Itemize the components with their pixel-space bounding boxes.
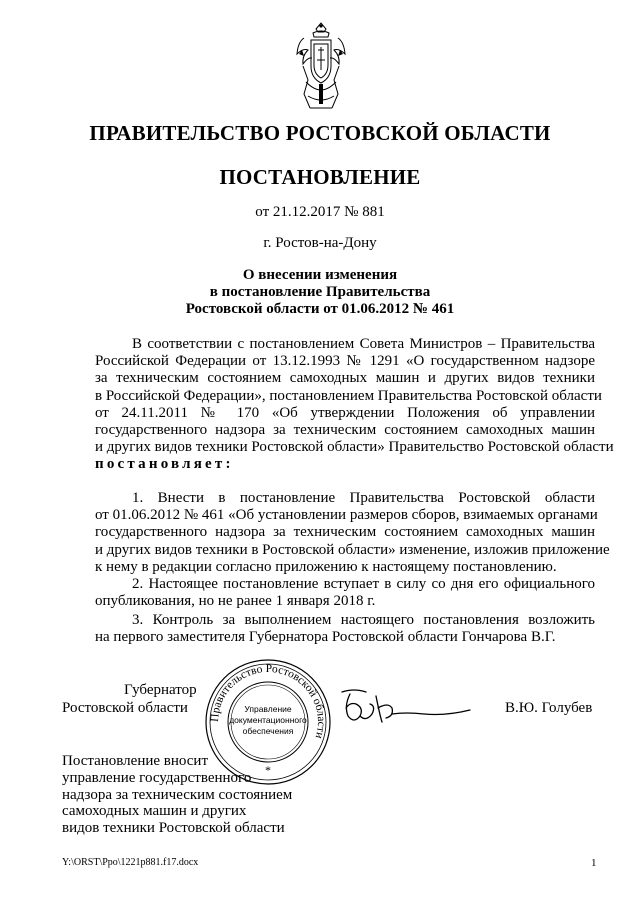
preamble-line: и других видов техники Ростовской области» Правительство Ростовской области (95, 439, 614, 456)
submitter-note-line: видов техники Ростовской области (62, 820, 285, 837)
submitter-note (62, 753, 292, 837)
preamble-line: от 24.11.2011 № 170 «Об утверждении Положения об управлении (95, 404, 595, 421)
document-type-title: ПОСТАНОВЛЕНИЕ (219, 165, 421, 189)
item-1-paragraph (95, 490, 610, 576)
item-1-line: государственного надзора за техническим состоянием самоходных машин (95, 524, 595, 541)
item-1-line: к нему в редакции согласно приложению к настоящему постановлению. (95, 558, 557, 575)
document-date-number: от 21.12.2017 № 881 (255, 204, 385, 220)
signer-name: В.Ю. Голубев (505, 700, 593, 716)
item-2-line: опубликования, но не ранее 1 января 2018 г. (95, 593, 376, 610)
seal-ring-text: Правительство Ростовской области (208, 662, 328, 740)
submitter-note-line: надзора за техническим состоянием (62, 786, 293, 803)
subject-line-3: Ростовской области от 01.06.2012 № 461 (185, 301, 455, 317)
submitter-note-line: самоходных машин и других (62, 803, 247, 820)
item-1-line: от 01.06.2012 № 461 «Об установлении размеров сборов, взимаемых органами (95, 507, 598, 524)
item-3-paragraph (95, 612, 595, 646)
signer-title-line-1: Губернатор (124, 682, 197, 698)
item-1-line: 1. Внести в постановление Правительства Ростовской области (132, 490, 595, 506)
item-3-line: на первого заместителя Губернатора Ростовской области Гончарова В.Г. (95, 629, 556, 646)
preamble-line: в Российской Федерации», постановлением Правительства Ростовской области (95, 387, 602, 404)
submitter-note-line: Постановление вносит (62, 753, 209, 769)
seal-center-line-3: обеспечения (242, 726, 294, 736)
handwritten-signature (336, 686, 476, 730)
seal-star: * (265, 763, 271, 777)
document-city: г. Ростов-на-Дону (263, 235, 377, 251)
preamble-line: Российской Федерации от 13.12.1993 № 1291 «О государственном надзоре (95, 353, 595, 370)
page-number: 1 (591, 857, 597, 869)
seal-center-line-2: документационного (229, 715, 307, 725)
coat-of-arms-emblem (294, 20, 348, 114)
signer-title-line-2: Ростовской области (62, 700, 188, 716)
government-title: ПРАВИТЕЛЬСТВО РОСТОВСКОЙ ОБЛАСТИ (89, 121, 551, 145)
footer-file-path: Y:\ORST\Ppo\1221p881.f17.docx (62, 857, 199, 868)
preamble-paragraph (95, 336, 614, 474)
item-3-line: 3. Контроль за выполнением настоящего постановления возложить (132, 612, 595, 628)
preamble-line: за техническим состоянием самоходных машин и других видов техники (95, 370, 595, 387)
subject-line-1: О внесении изменения (242, 267, 398, 283)
preamble-line: государственного надзора за техническим состоянием самоходных машин (95, 422, 595, 439)
item-1-line: и других видов техники в Ростовской области» изменение, изложив приложение (95, 541, 610, 558)
preamble-line: В соответствии с постановлением Совета Министров – Правительства (132, 336, 595, 352)
item-2-line: 2. Настоящее постановление вступает в силу со дня его официального (132, 576, 595, 592)
subject-line-2: в постановление Правительства (209, 284, 431, 300)
seal-center-line-1: Управление (244, 704, 292, 714)
item-2-paragraph (95, 576, 595, 610)
submitter-note-line: управление государственного (62, 769, 252, 786)
resolves-word: постановляет: (95, 456, 234, 473)
